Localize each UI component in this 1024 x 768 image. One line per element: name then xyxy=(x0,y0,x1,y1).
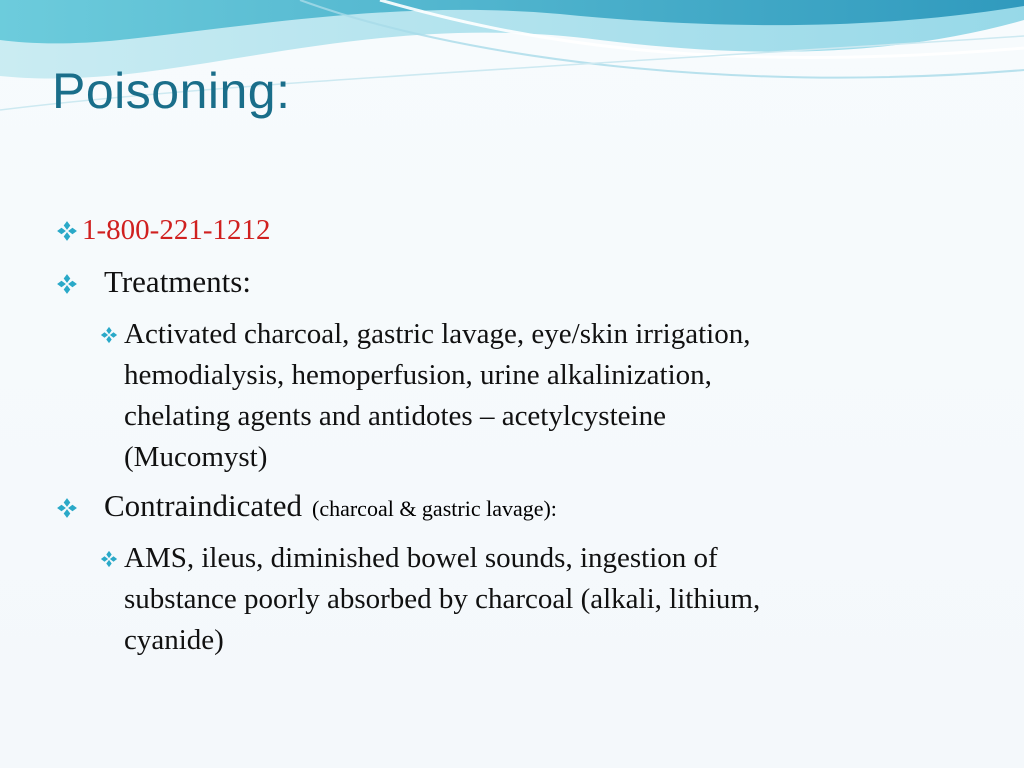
text-line: AMS, ileus, diminished bowel sounds, ingestion of xyxy=(124,542,718,574)
diamond-bullet-icon xyxy=(100,326,118,344)
treatments-heading: Treatments: xyxy=(104,264,251,299)
text-line: hemodialysis, hemoperfusion, urine alkalinization, xyxy=(124,359,712,391)
list-item-phone xyxy=(56,214,270,247)
contraindicated-note: (charcoal & gastric lavage): xyxy=(312,496,557,521)
list-item-treatments xyxy=(56,264,251,300)
text-line: chelating agents and antidotes – acetylcysteine xyxy=(124,400,666,432)
list-item-treatments-detail xyxy=(100,314,750,478)
contraindicated-heading: Contraindicated xyxy=(104,488,302,523)
list-item-contraindicated-detail xyxy=(100,538,760,661)
text-line: substance poorly absorbed by charcoal (alkali, lithium, xyxy=(124,583,761,615)
diamond-bullet-icon xyxy=(100,550,118,568)
diamond-bullet-icon xyxy=(56,497,78,519)
poison-control-phone: 1-800-221-1212 xyxy=(82,214,271,246)
treatments-text xyxy=(124,314,750,478)
slide-title: Poisoning: xyxy=(52,63,291,119)
contraindicated-text xyxy=(124,538,760,661)
diamond-bullet-icon xyxy=(56,273,78,295)
diamond-bullet-icon xyxy=(56,220,78,242)
text-line: Activated charcoal, gastric lavage, eye/skin irrigation, xyxy=(124,318,751,350)
text-line: cyanide) xyxy=(124,624,224,656)
text-line: (Mucomyst) xyxy=(124,441,268,473)
list-item-contraindicated xyxy=(56,488,557,524)
